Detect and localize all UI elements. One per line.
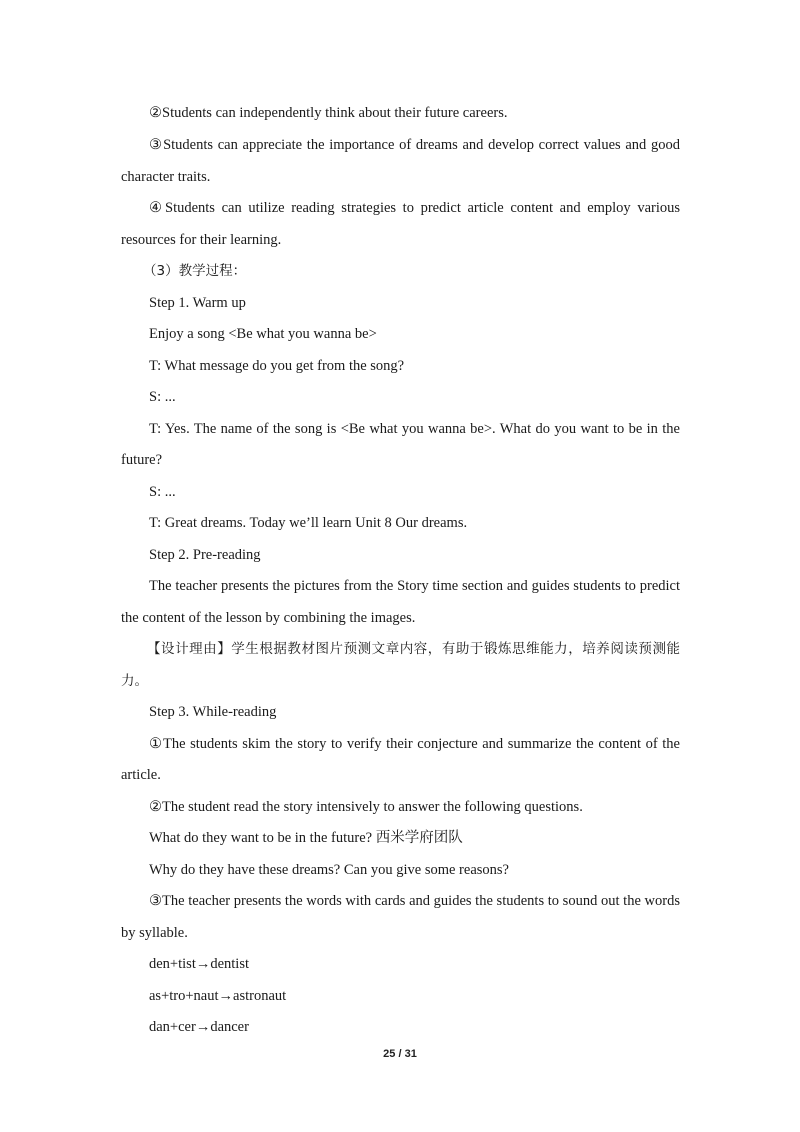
page-number: 25 / 31 [383, 1048, 417, 1060]
objective-2: ②Students can independently think about their future careers. [149, 105, 508, 121]
objective-3-line-1: ③Students can appreciate the importance of dreams and develop correct values and good [149, 137, 680, 153]
word-astronaut: as+tro+naut→astronaut [149, 988, 287, 1004]
objective-3-line-2: character traits. [121, 169, 211, 185]
step-2-heading: Step 2. Pre-reading [149, 547, 261, 563]
while-reading-2: ②The student read the story intensively to answer the following questions. [149, 799, 583, 815]
step-3-heading: Step 3. While-reading [149, 704, 277, 720]
teacher-question-2-line-1: T: Yes. The name of the song is <Be what you wanna be>. What do you want to be in the [149, 421, 680, 437]
section-heading-teaching-process: （3）教学过程： [143, 263, 247, 279]
song-line: Enjoy a song <Be what you wanna be> [149, 326, 377, 342]
while-reading-3-line-1: ③The teacher presents the words with cards and guides the students to sound out the words [149, 893, 680, 909]
while-reading-3-line-2: by syllable. [121, 925, 188, 941]
question-1: What do they want to be in the future? 西米学府团队 [149, 830, 463, 846]
design-rationale-line-1: 【设计理由】学生根据教材图片预测文章内容，有助于锻炼思维能力，培养阅读预测能 [147, 641, 680, 657]
step-1-heading: Step 1. Warm up [149, 295, 246, 311]
student-answer-2: S: ... [149, 484, 176, 500]
teacher-question-2-line-2: future? [121, 452, 163, 468]
word-dancer: dan+cer→dancer [149, 1019, 249, 1035]
teacher-question-1: T: What message do you get from the song? [149, 358, 405, 374]
objective-4-line-2: resources for their learning. [121, 232, 282, 248]
student-answer-1: S: ... [149, 389, 176, 405]
word-dentist: den+tist→dentist [149, 956, 250, 972]
question-2: Why do they have these dreams? Can you give some reasons? [149, 862, 509, 878]
design-rationale-line-2: 力。 [121, 673, 148, 689]
pre-reading-text-line-2: the content of the lesson by combining the images. [121, 610, 416, 626]
pre-reading-text-line-1: The teacher presents the pictures from the Story time section and guides students to predict [149, 578, 680, 594]
while-reading-1-line-1: ①The students skim the story to verify their conjecture and summarize the content of the [149, 736, 680, 752]
objective-4-line-1: ④Students can utilize reading strategies to predict article content and employ various [149, 200, 680, 216]
while-reading-1-line-2: article. [121, 767, 161, 783]
teacher-intro: T: Great dreams. Today we’ll learn Unit 8 Our dreams. [149, 515, 468, 531]
